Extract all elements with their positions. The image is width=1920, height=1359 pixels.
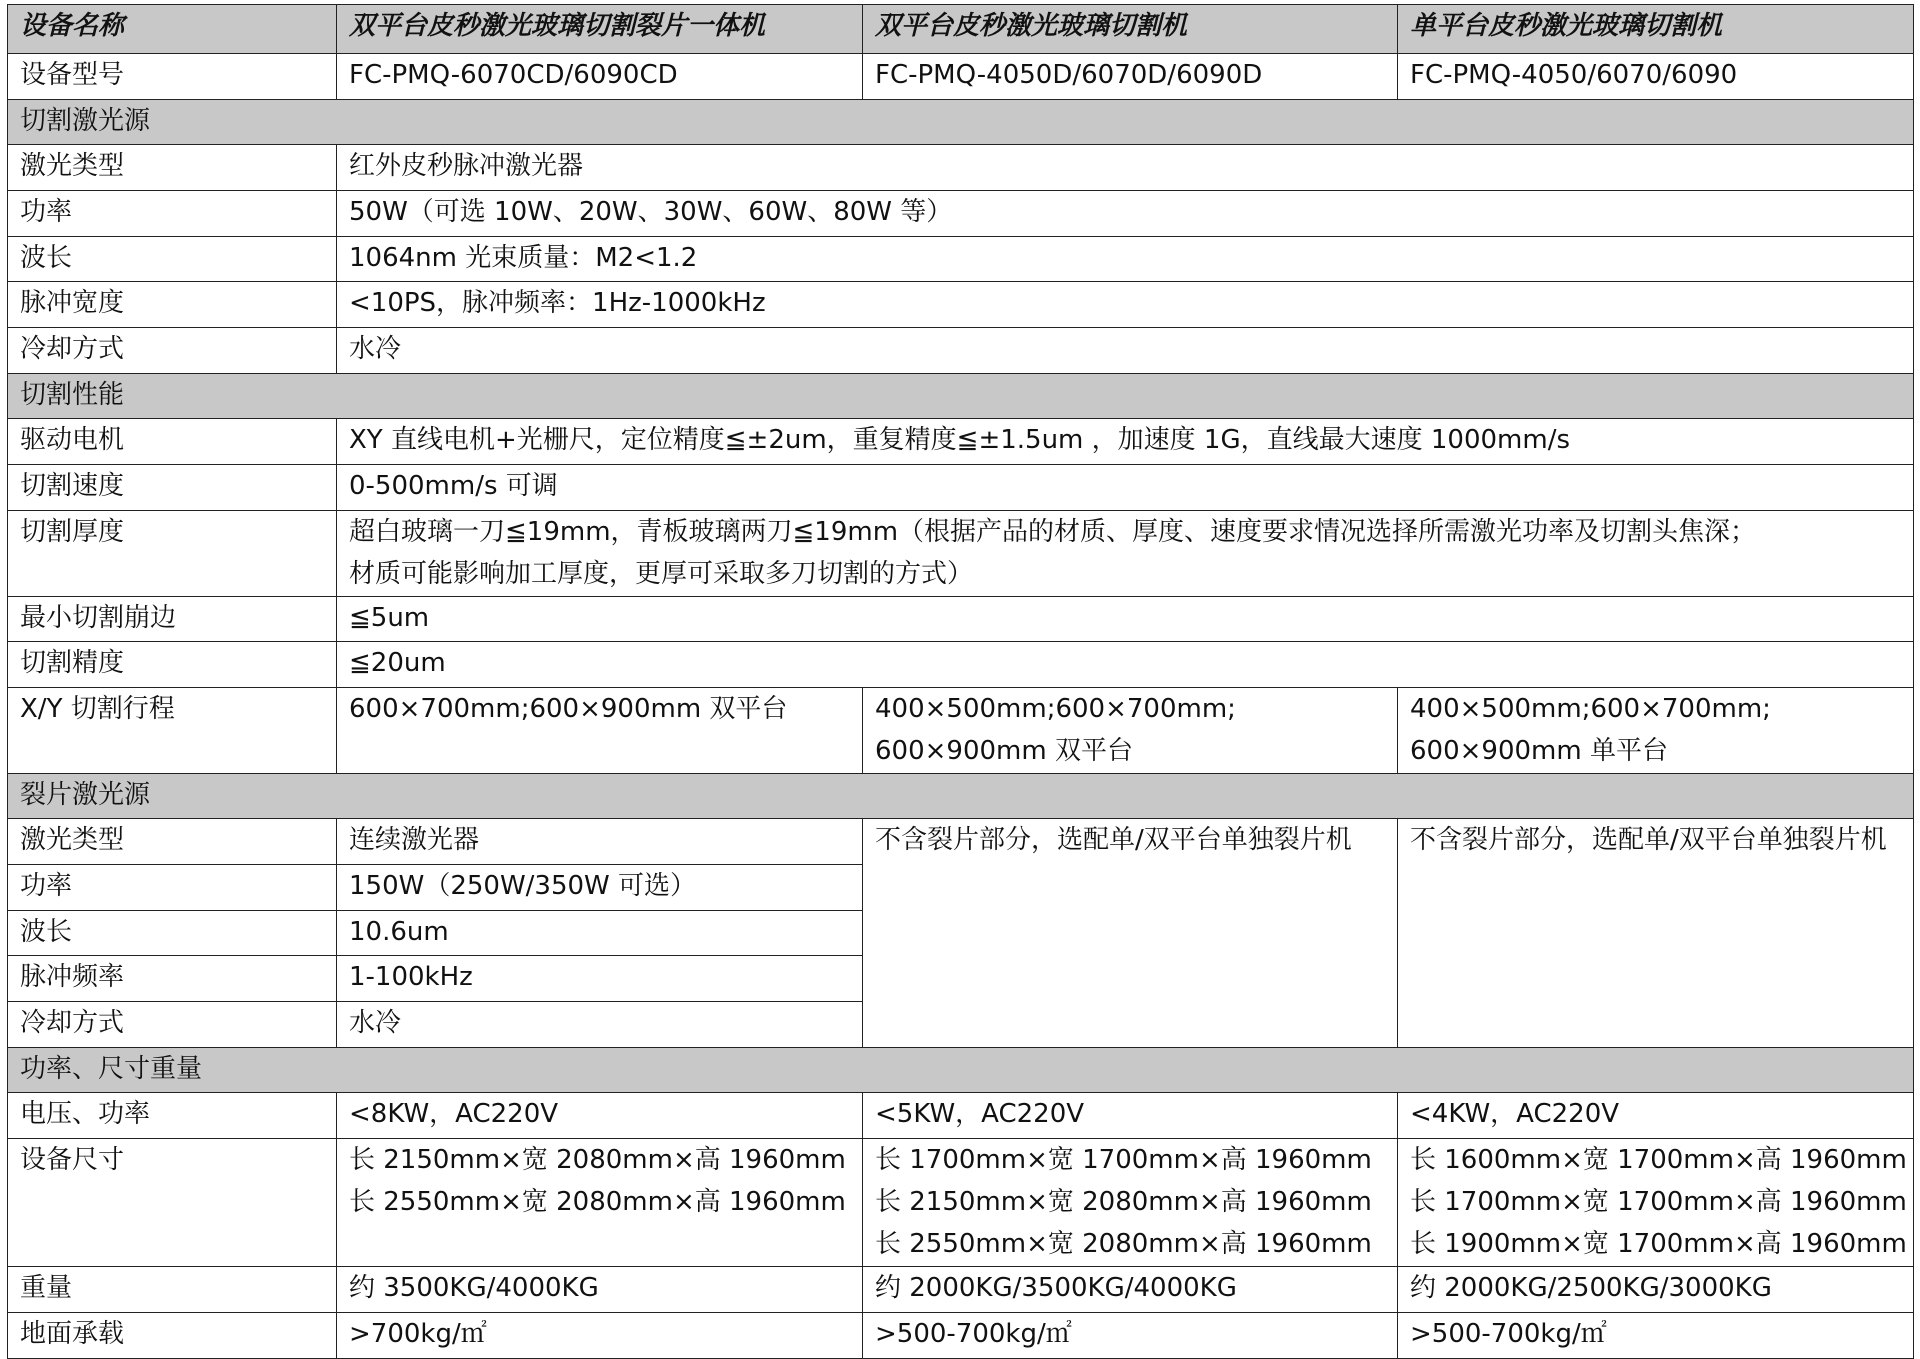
table-row [8,282,1914,328]
voltage-value-1: <8KW，AC220V [337,1093,863,1139]
size-value-2 [863,1139,1398,1267]
row-value: 水冷 [337,1002,863,1048]
travel-value-3 [1398,688,1914,774]
row-value: 连续激光器 [337,819,863,865]
text-line: 长 2550mm×宽 2080mm×高 1960mm [349,1187,846,1217]
row-label: 脉冲宽度 [8,282,337,328]
row-value: 50W（可选 10W、20W、30W、60W、80W 等） [337,191,1914,237]
section-row [8,774,1914,819]
floor-load-value-3: >500-700kg/㎡ [1398,1313,1914,1359]
section-title-cutting-performance: 切割性能 [8,374,1914,419]
row-value: ≦20um [337,642,1914,688]
row-label: 最小切割崩边 [8,597,337,642]
row-value: 1-100kHz [337,956,863,1002]
text-line: 400×500mm;600×700mm; [875,694,1236,724]
text-line: 长 2550mm×宽 2080mm×高 1960mm [875,1229,1372,1259]
section-title-cutting-laser: 切割激光源 [8,100,1914,145]
row-label: 冷却方式 [8,328,337,374]
row-label: 波长 [8,237,337,282]
model-number-2: FC-PMQ-4050D/6070D/6090D [863,54,1398,100]
row-label: 激光类型 [8,819,337,865]
text-line: 600×700mm;600×900mm 双平台 [349,694,788,724]
text-line: 长 2150mm×宽 2080mm×高 1960mm [349,1145,846,1175]
table-row [8,328,1914,374]
header-model-3: 单平台皮秒激光玻璃切割机 [1398,5,1914,54]
row-value: 150W（250W/350W 可选） [337,865,863,911]
row-value: 1064nm 光束质量：M2<1.2 [337,237,1914,282]
table-row [8,642,1914,688]
travel-value-2 [863,688,1398,774]
row-value: 10.6um [337,911,863,956]
table-row [8,1313,1914,1359]
split-not-included-note-1: 不含裂片部分，选配单/双平台单独裂片机 [863,819,1398,1048]
table-row [8,1267,1914,1313]
header-label-cell: 设备名称 [8,5,337,54]
model-number-1: FC-PMQ-6070CD/6090CD [337,54,863,100]
row-value-multiline [337,511,1914,597]
table-row [8,191,1914,237]
text-line: 长 1900mm×宽 1700mm×高 1960mm [1410,1229,1907,1259]
header-model-2: 双平台皮秒激光玻璃切割机 [863,5,1398,54]
table-row [8,237,1914,282]
split-not-included-note-2: 不含裂片部分，选配单/双平台单独裂片机 [1398,819,1914,1048]
row-label: 地面承载 [8,1313,337,1359]
table-header-row [8,5,1914,54]
table-row [8,511,1914,597]
floor-load-value-2: >500-700kg/㎡ [863,1313,1398,1359]
table-row [8,465,1914,511]
section-title-power-size-weight: 功率、尺寸重量 [8,1048,1914,1093]
table-row [8,1093,1914,1139]
table-row [8,688,1914,774]
row-label: 功率 [8,865,337,911]
size-value-1 [337,1139,863,1267]
travel-value-1 [337,688,863,774]
header-model-1: 双平台皮秒激光玻璃切割裂片一体机 [337,5,863,54]
row-label: 切割厚度 [8,511,337,597]
row-value: 0-500mm/s 可调 [337,465,1914,511]
section-title-split-laser: 裂片激光源 [8,774,1914,819]
spec-table [7,4,1914,1359]
row-value: XY 直线电机+光栅尺，定位精度≦±2um，重复精度≦±1.5um ，加速度 1G，直线最大速度 1000mm/s [337,419,1914,465]
section-row [8,100,1914,145]
table-row [8,597,1914,642]
row-label: 功率 [8,191,337,237]
table-row [8,54,1914,100]
voltage-value-2: <5KW，AC220V [863,1093,1398,1139]
voltage-value-3: <4KW，AC220V [1398,1093,1914,1139]
text-line: 长 1700mm×宽 1700mm×高 1960mm [875,1145,1372,1175]
row-value: 红外皮秒脉冲激光器 [337,145,1914,191]
row-label: 切割精度 [8,642,337,688]
size-value-3 [1398,1139,1914,1267]
table-row [8,819,1914,865]
row-label: 激光类型 [8,145,337,191]
row-value: <10PS，脉冲频率：1Hz-1000kHz [337,282,1914,328]
text-line: 600×900mm 双平台 [875,736,1133,766]
text-line: 400×500mm;600×700mm; [1410,694,1771,724]
row-value: 水冷 [337,328,1914,374]
table-row [8,1139,1914,1267]
text-line: 材质可能影响加工厚度，更厚可采取多刀切割的方式） [349,559,974,589]
table-row [8,419,1914,465]
row-label: 波长 [8,911,337,956]
text-line: 长 1700mm×宽 1700mm×高 1960mm [1410,1187,1907,1217]
model-number-3: FC-PMQ-4050/6070/6090 [1398,54,1914,100]
floor-load-value-1: >700kg/㎡ [337,1313,863,1359]
weight-value-1: 约 3500KG/4000KG [337,1267,863,1313]
row-label: X/Y 切割行程 [8,688,337,774]
row-value: ≦5um [337,597,1914,642]
table-row [8,145,1914,191]
weight-value-3: 约 2000KG/2500KG/3000KG [1398,1267,1914,1313]
weight-value-2: 约 2000KG/3500KG/4000KG [863,1267,1398,1313]
row-label: 设备型号 [8,54,337,100]
row-label: 重量 [8,1267,337,1313]
text-line: 长 2150mm×宽 2080mm×高 1960mm [875,1187,1372,1217]
row-label: 驱动电机 [8,419,337,465]
row-label: 切割速度 [8,465,337,511]
row-label: 设备尺寸 [8,1139,337,1267]
section-row [8,1048,1914,1093]
section-row [8,374,1914,419]
row-label: 脉冲频率 [8,956,337,1002]
text-line: 超白玻璃一刀≦19mm，青板玻璃两刀≦19mm（根据产品的材质、厚度、速度要求情况选择所需激光功率及切割头焦深； [349,517,1757,547]
text-line: 长 1600mm×宽 1700mm×高 1960mm [1410,1145,1907,1175]
row-label: 电压、功率 [8,1093,337,1139]
row-label: 冷却方式 [8,1002,337,1048]
text-line: 600×900mm 单平台 [1410,736,1668,766]
